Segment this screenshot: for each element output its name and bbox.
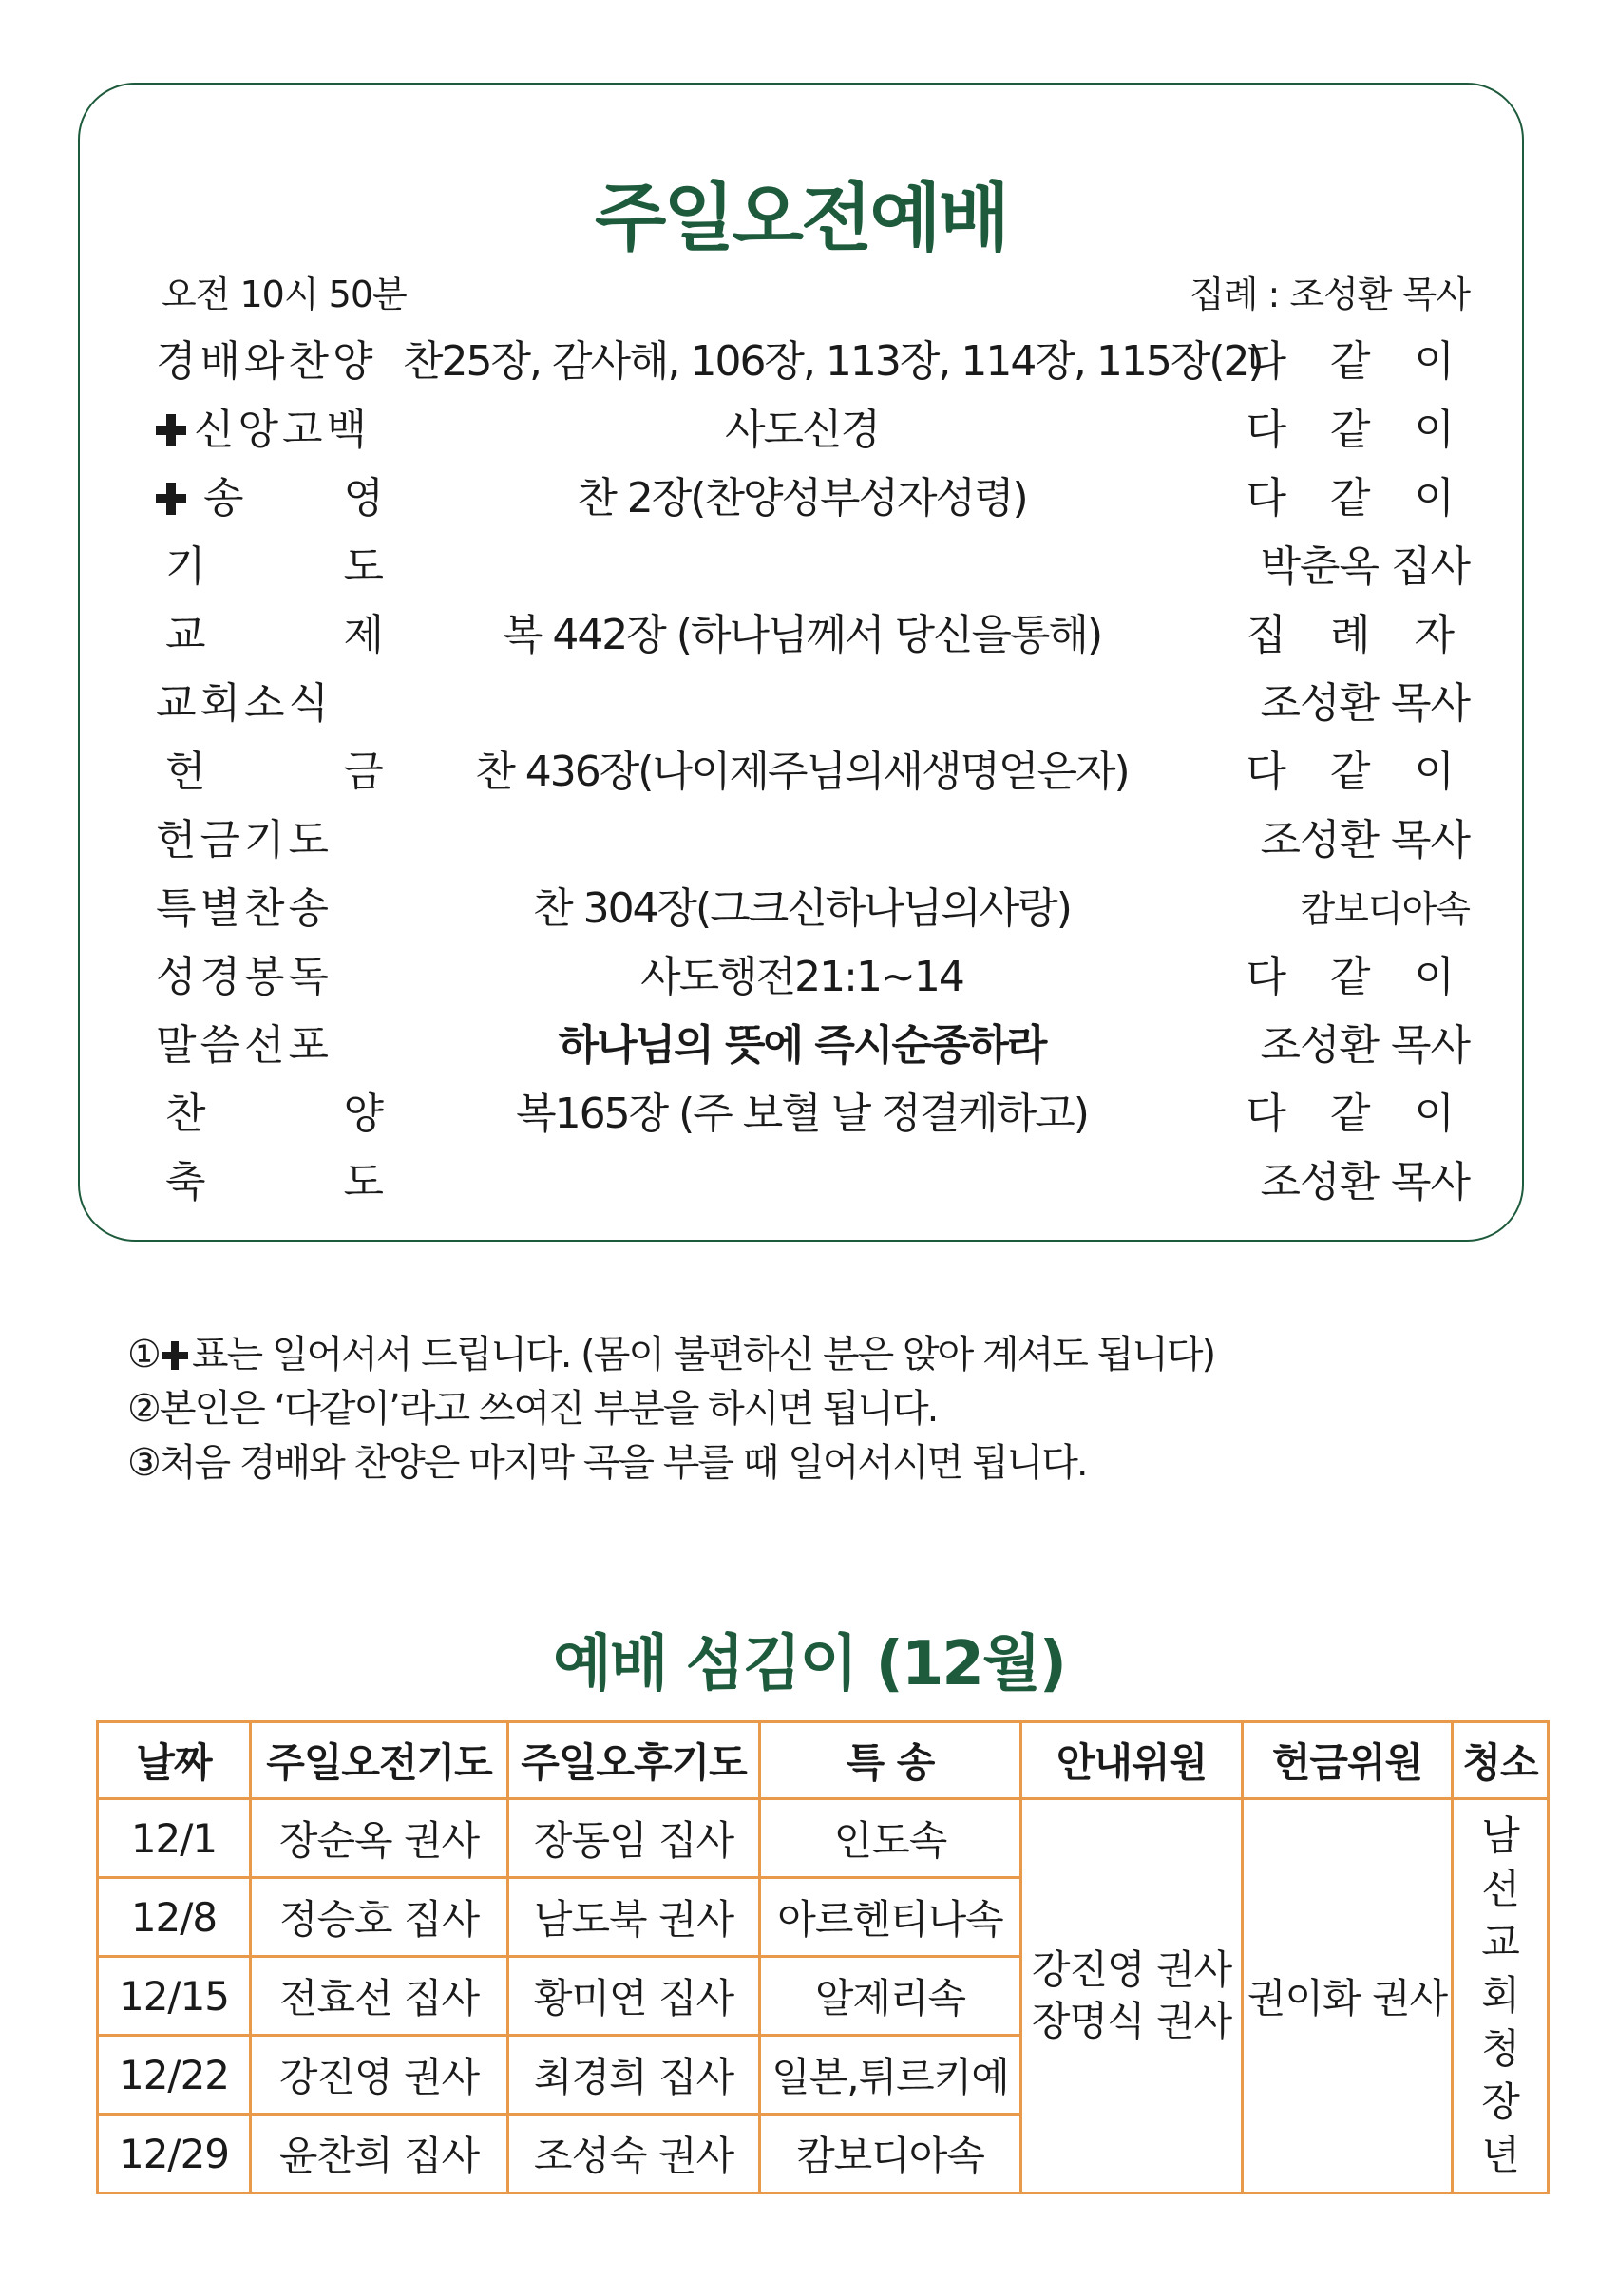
order-item-label: 헌금기도 <box>156 816 333 864</box>
cross-icon <box>156 483 186 515</box>
order-item-label: 말씀선포 <box>156 1021 333 1070</box>
order-row <box>80 949 1522 1017</box>
order-list <box>80 333 1522 1223</box>
order-row <box>80 812 1522 881</box>
header-afternoon-prayer: 주일오후기도 <box>508 1722 760 1799</box>
order-person: 조성환 목사 <box>1260 816 1470 864</box>
order-item <box>156 539 412 596</box>
order-item-label: 헌 금 <box>165 748 384 796</box>
afternoon-prayer-cell: 남도북 권사 <box>508 1878 760 1957</box>
morning-prayer-cell: 윤찬희 집사 <box>251 2115 508 2193</box>
order-item <box>156 1017 412 1074</box>
service-title: 주일오전예배 <box>594 176 1008 261</box>
order-row <box>80 470 1522 539</box>
worship-order-box <box>78 83 1524 1242</box>
date-cell: 12/8 <box>98 1878 251 1957</box>
header-special-song: 특 송 <box>760 1722 1021 1799</box>
order-item-label: 찬 양 <box>165 1090 384 1138</box>
note-1-number: ① <box>127 1333 160 1376</box>
offering-cell: 권이화 권사 <box>1243 1799 1453 2193</box>
order-row <box>80 1017 1522 1086</box>
order-content: 하나님의 뜻에 즉시순종하라 <box>558 1021 1046 1070</box>
morning-prayer-cell: 전효선 집사 <box>251 1957 508 2036</box>
order-item <box>156 1086 412 1143</box>
morning-prayer-cell: 장순옥 권사 <box>251 1799 508 1878</box>
order-person: 다 같 이 <box>1246 748 1470 796</box>
service-time: 오전 10시 50분 <box>162 274 407 315</box>
order-person: 다 같 이 <box>1246 337 1470 386</box>
servers-title: 예배 섬김이 (12월) <box>552 1629 1066 1699</box>
order-person: 박춘옥 집사 <box>1260 542 1470 591</box>
order-content: 찬 2장(찬양성부성자성령) <box>577 474 1027 522</box>
order-row <box>80 333 1522 402</box>
order-person: 집 례 자 <box>1246 611 1470 659</box>
order-row <box>80 1086 1522 1154</box>
order-row <box>80 881 1522 949</box>
order-item <box>156 470 412 527</box>
order-item-label: 경배와찬양 <box>156 337 377 386</box>
order-item <box>156 607 412 664</box>
cross-icon <box>162 1341 188 1370</box>
note-1 <box>127 1328 1214 1382</box>
header-cleaning: 청소 <box>1453 1722 1549 1799</box>
order-person: 캄보디아속 <box>1300 888 1470 930</box>
table-row <box>98 1799 1549 1878</box>
guide-cell <box>1021 1799 1243 2193</box>
order-item-label: 신앙고백 <box>194 406 371 454</box>
order-item <box>156 1154 412 1211</box>
order-row <box>80 539 1522 607</box>
order-item <box>156 402 412 459</box>
order-person: 다 같 이 <box>1246 953 1470 1001</box>
order-row <box>80 1154 1522 1223</box>
order-item-label: 교회소식 <box>156 679 333 728</box>
order-person: 다 같 이 <box>1246 1090 1470 1138</box>
header-morning-prayer: 주일오전기도 <box>251 1722 508 1799</box>
order-item-label: 송 영 <box>203 474 384 522</box>
order-item <box>156 812 412 869</box>
guide-1: 강진영 권사 <box>1031 1946 1232 1993</box>
order-row <box>80 675 1522 744</box>
order-item <box>156 675 412 732</box>
order-content: 찬25장, 감사해, 106장, 113장, 114장, 115장(2) <box>403 337 1263 386</box>
special-song-cell: 캄보디아속 <box>760 2115 1021 2193</box>
special-song-cell: 일본,튀르키예 <box>760 2036 1021 2115</box>
order-person: 다 같 이 <box>1246 474 1470 522</box>
date-cell: 12/15 <box>98 1957 251 2036</box>
order-content: 찬 304장(그크신하나님의사랑) <box>533 884 1071 933</box>
order-content: 찬 436장(나이제주님의새생명얻은자) <box>475 748 1129 796</box>
cleaning-cell: 남 선 교 회 청 장 년 <box>1453 1799 1549 2193</box>
order-item <box>156 949 412 1006</box>
table-header-row <box>98 1722 1549 1799</box>
special-song-cell: 아르헨티나속 <box>760 1878 1021 1957</box>
order-item-label: 축 도 <box>165 1158 384 1206</box>
service-leader: 집례 : 조성환 목사 <box>1190 274 1470 315</box>
order-person: 다 같 이 <box>1246 406 1470 454</box>
order-row <box>80 402 1522 470</box>
order-person: 조성환 목사 <box>1260 1158 1470 1206</box>
date-cell: 12/22 <box>98 2036 251 2115</box>
header-date: 날짜 <box>98 1722 251 1799</box>
servers-table <box>96 1720 1550 2194</box>
date-cell: 12/1 <box>98 1799 251 1878</box>
order-row <box>80 607 1522 675</box>
cross-icon <box>156 414 186 446</box>
special-song-cell: 인도속 <box>760 1799 1021 1878</box>
afternoon-prayer-cell: 황미연 집사 <box>508 1957 760 2036</box>
note-2: ②본인은 ‘다같이’라고 쓰여진 부분을 하시면 됩니다. <box>127 1387 938 1431</box>
order-item-label: 성경봉독 <box>156 953 333 1001</box>
order-person: 조성환 목사 <box>1260 1021 1470 1070</box>
order-content: 복165장 (주 보혈 날 정결케하고) <box>516 1090 1088 1138</box>
order-item <box>156 333 412 390</box>
order-item <box>156 744 412 801</box>
afternoon-prayer-cell: 장동임 집사 <box>508 1799 760 1878</box>
guide-2: 장명식 권사 <box>1031 1998 1232 2044</box>
order-content: 복 442장 (하나님께서 당신을통해) <box>502 611 1102 659</box>
order-item-label: 특별찬송 <box>156 884 333 933</box>
morning-prayer-cell: 강진영 권사 <box>251 2036 508 2115</box>
morning-prayer-cell: 정승호 집사 <box>251 1878 508 1957</box>
order-item-label: 기 도 <box>165 542 384 591</box>
special-song-cell: 알제리속 <box>760 1957 1021 2036</box>
note-1-text: 표는 일어서서 드립니다. (몸이 불편하신 분은 앉아 계셔도 됩니다) <box>191 1333 1215 1376</box>
header-offering: 헌금위원 <box>1243 1722 1453 1799</box>
notes <box>127 1328 1214 1490</box>
date-cell: 12/29 <box>98 2115 251 2193</box>
note-3: ③처음 경배와 찬양은 마지막 곡을 부를 때 일어서시면 됩니다. <box>127 1441 1087 1485</box>
order-person: 조성환 목사 <box>1260 679 1470 728</box>
order-item <box>156 881 412 938</box>
order-content: 사도신경 <box>724 406 879 454</box>
header-guide: 안내위원 <box>1021 1722 1243 1799</box>
order-content: 사도행전21:1~14 <box>640 953 963 1001</box>
afternoon-prayer-cell: 조성숙 권사 <box>508 2115 760 2193</box>
order-row <box>80 744 1522 812</box>
afternoon-prayer-cell: 최경희 집사 <box>508 2036 760 2115</box>
order-item-label: 교 제 <box>165 611 384 659</box>
